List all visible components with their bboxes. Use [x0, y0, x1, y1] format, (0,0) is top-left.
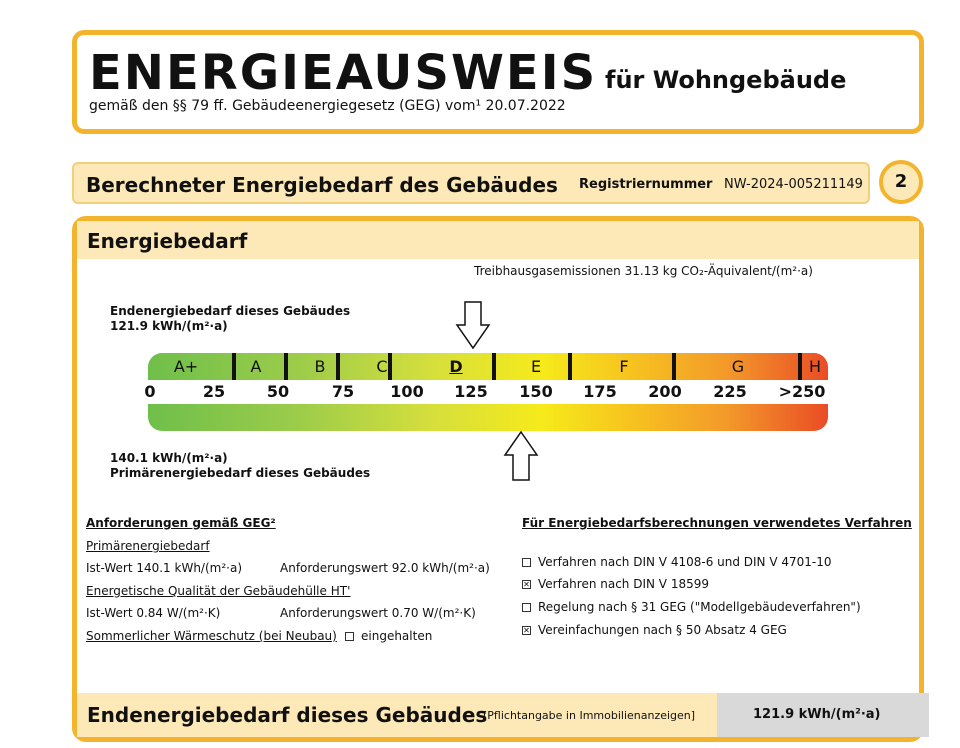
energy-class-c: C [376, 357, 388, 376]
method-option [522, 600, 861, 615]
document-title: ENERGIEAUSWEIS [89, 45, 598, 101]
requirements-heading: Anforderungen gemäß GEG² [86, 516, 276, 530]
energy-class-separator [336, 353, 340, 380]
energy-class-separator [492, 353, 496, 380]
registration-number: NW-2024-005211149 [724, 177, 863, 192]
scale-tick-label: 100 [390, 382, 424, 401]
footer-value: 121.9 kWh/(m²·a) [753, 707, 881, 722]
energy-class-b: B [314, 357, 326, 376]
summer-protection-value: eingehalten [361, 629, 433, 643]
scale-tick-label: 225 [713, 382, 747, 401]
method-option-label: Regelung nach § 31 GEG ("Modellgebäudeverfahren") [538, 600, 861, 614]
energy-class-separator [672, 353, 676, 380]
section-header [72, 162, 870, 204]
primary-energy-label: Primärenergiebedarf dieses Gebäudes [110, 466, 371, 480]
checked-box-icon: ✕ [523, 626, 530, 635]
title-box [72, 30, 924, 134]
method-heading: Für Energiebedarfsberechnungen verwendetes Verfahren [522, 516, 912, 530]
energy-class-separator [284, 353, 288, 380]
section-title: Berechneter Energiebedarf des Gebäudes [86, 173, 558, 197]
method-option-label: Vereinfachungen nach § 50 Absatz 4 GEG [538, 623, 787, 637]
document-subtitle: für Wohngebäude [605, 66, 847, 94]
end-energy-arrow-icon [456, 301, 490, 349]
method-option [522, 623, 787, 638]
primary-energy-arrow-icon [504, 431, 538, 481]
scale-tick-label: 50 [266, 382, 290, 401]
energy-class-h: H [808, 357, 822, 376]
summer-protection-heading: Sommerlicher Wärmeschutz (bei Neubau) [86, 629, 337, 643]
energy-class-g: G [731, 357, 745, 376]
method-option-label: Verfahren nach DIN V 18599 [538, 577, 709, 591]
emissions-text: Treibhausgasemissionen 31.13 kg CO₂-Äquivalent/(m²·a) [474, 264, 813, 278]
scale-tick-label: 75 [331, 382, 355, 401]
page-number-badge: 2 [879, 160, 923, 204]
scale-tick-label: 125 [454, 382, 488, 401]
scale-tick-label: 175 [583, 382, 617, 401]
footer-bar [77, 693, 919, 737]
end-energy-value: 121.9 kWh/(m²·a) [110, 319, 228, 333]
scale-tick-label: >250 [778, 382, 826, 401]
scale-tick-label: 25 [202, 382, 226, 401]
law-reference: gemäß den §§ 79 ff. Gebäudeenergiegesetz (GEG) vom¹ 20.07.2022 [89, 98, 566, 114]
checked-box-icon: ✕ [523, 580, 530, 589]
scale-tick-label: 200 [648, 382, 682, 401]
registration-label: Registriernummer [579, 177, 713, 192]
panel-title: Energiebedarf [87, 229, 248, 253]
summer-protection-checkbox [345, 632, 354, 641]
unchecked-box-icon [522, 558, 531, 567]
energy-class-f: F [619, 357, 629, 376]
footer-note: [Pflichtangabe in Immobilienanzeigen] [483, 709, 696, 722]
energy-class-a: A [250, 357, 262, 376]
method-option-label: Verfahren nach DIN V 4108-6 und DIN V 4701-10 [538, 555, 832, 569]
envelope-actual-value: Ist-Wert 0.84 W/(m²·K) [86, 606, 221, 620]
primary-actual-value: Ist-Wert 140.1 kWh/(m²·a) [86, 561, 242, 575]
energy-class-e: E [530, 357, 542, 376]
envelope-heading: Energetische Qualität der Gebäudehülle HT' [86, 584, 351, 598]
primary-energy-value: 140.1 kWh/(m²·a) [110, 451, 228, 465]
envelope-required-value: Anforderungswert 0.70 W/(m²·K) [280, 606, 476, 620]
panel-header [77, 221, 919, 259]
footer-title: Endenergiebedarf dieses Gebäudes [87, 703, 488, 727]
method-option [522, 577, 709, 592]
energy-class-d: D [449, 357, 463, 376]
method-option [522, 555, 832, 570]
primary-required-value: Anforderungswert 92.0 kWh/(m²·a) [280, 561, 490, 575]
energy-class-separator [568, 353, 572, 380]
energy-class-aplus: A+ [173, 357, 199, 376]
primary-requirement-heading: Primärenergiebedarf [86, 539, 210, 553]
energy-class-separator [388, 353, 392, 380]
footer-value-box [717, 693, 929, 737]
summer-protection-checkbox-row [345, 629, 432, 644]
energy-scale [144, 353, 828, 431]
scale-tick-label: 150 [519, 382, 553, 401]
unchecked-box-icon [522, 603, 531, 612]
energy-class-separator [798, 353, 802, 380]
end-energy-label: Endenergiebedarf dieses Gebäudes [110, 304, 351, 318]
scale-tick-label: 0 [144, 382, 156, 401]
energy-class-separator [232, 353, 236, 380]
